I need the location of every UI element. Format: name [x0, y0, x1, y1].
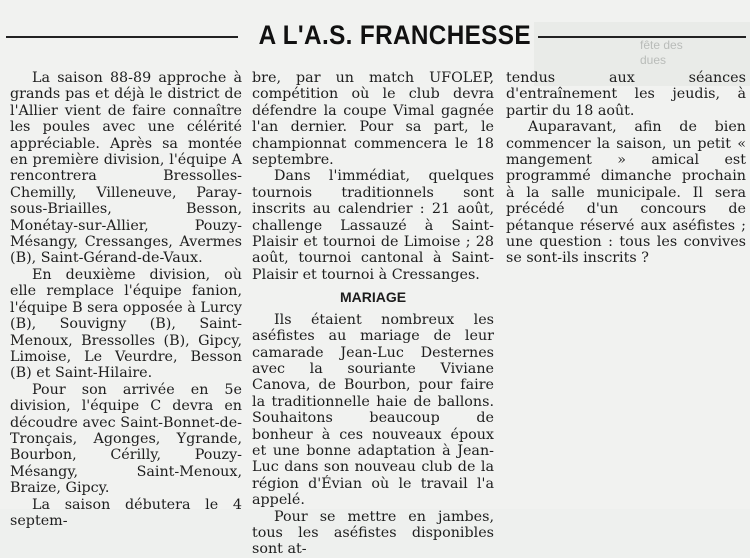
article-column-2: [252, 70, 494, 558]
section-subhead: MARIAGE: [339, 289, 407, 306]
paragraph-continued: bre, par un match UFOLEP, compétition où le club devra défendre la coupe Vimal gagnée l'an dernier. Pour sa part, le championnat commencera le 18 septembre.: [252, 70, 494, 169]
paragraph: Pour son arrivée en 5e division, l'équipe C devra en découdre avec Saint-Bonnet-de-Tronçais, Agonges, Ygrande, Bourbon, Cérilly, Pouzy-Mésangy, Saint-Menoux, Braize, Gipcy.: [10, 381, 242, 497]
paragraph: La saison 88-89 approche à grands pas et déjà le district de l'Allier vient de faire connaître les poules avec une célérité appréciable. Après sa montée en première division, l'équipe A rencontrera Bressolles-Chemilly, Villeneuve, Paray-sous-Briailles, Besson, Monétay-sur-Allier, Pouzy-Mésangy, Cressanges, Avermes (B), Saint-Gérand-de-Vaux.: [10, 70, 242, 267]
paragraph: En deuxième division, où elle remplace l'équipe fanion, l'équipe B sera opposée à Lurcy (B), Souvigny (B), Saint-Menoux, Bressolles (B), Gipcy, Limoise, Le Veurdre, Besson (B) et Saint-Hilaire.: [10, 266, 242, 382]
article-headline: A L'A.S. FRANCHESSE: [258, 20, 531, 50]
paragraph-continued: tendus aux séances d'entraînement les jeudis, à partir du 18 août.: [506, 70, 746, 119]
paragraph: La saison débutera le 4 septem-: [10, 496, 242, 529]
paragraph: Dans l'immédiat, quelques tournois traditionnels sont inscrits au calendrier : 21 août, challenge Lassauzé à Saint-Plaisir et tournoi de Limoise ; 28 août, tournoi cantonal à Saint-Plaisir et tournoi à Cressanges.: [252, 168, 494, 283]
article-column-3: [506, 70, 746, 267]
headline-rule-left: [6, 36, 238, 38]
paragraph: Ils étaient nombreux les aséfistes au mariage de leur camarade Jean-Luc Desternes avec la souriante Viviane Canova, de Bourbon, pour faire la traditionnelle haie de ballons. Souhaitons beaucoup de bonheur à ces nouveaux époux et une bonne adaptation à Jean-Luc dans son nouveau club de la région d'Évian où le travail l'a appelé.: [252, 311, 494, 509]
adjacent-article-text: [640, 38, 748, 68]
bleed-line-1: fête des: [640, 38, 683, 52]
headline-rule-right: [538, 36, 746, 38]
paragraph: Pour se mettre en jambes, tous les aséfistes disponibles sont at-: [252, 508, 494, 558]
paragraph: Auparavant, afin de bien commencer la saison, un petit « mangement » amical est programmé dimanche prochain à la salle municipale. Il sera précédé d'un concours de pétanque réservé aux aséfistes ; une question : tous les convives se sont-ils inscrits ?: [506, 119, 746, 267]
bleed-line-2: dues: [640, 53, 667, 67]
article-column-1: [10, 70, 242, 529]
